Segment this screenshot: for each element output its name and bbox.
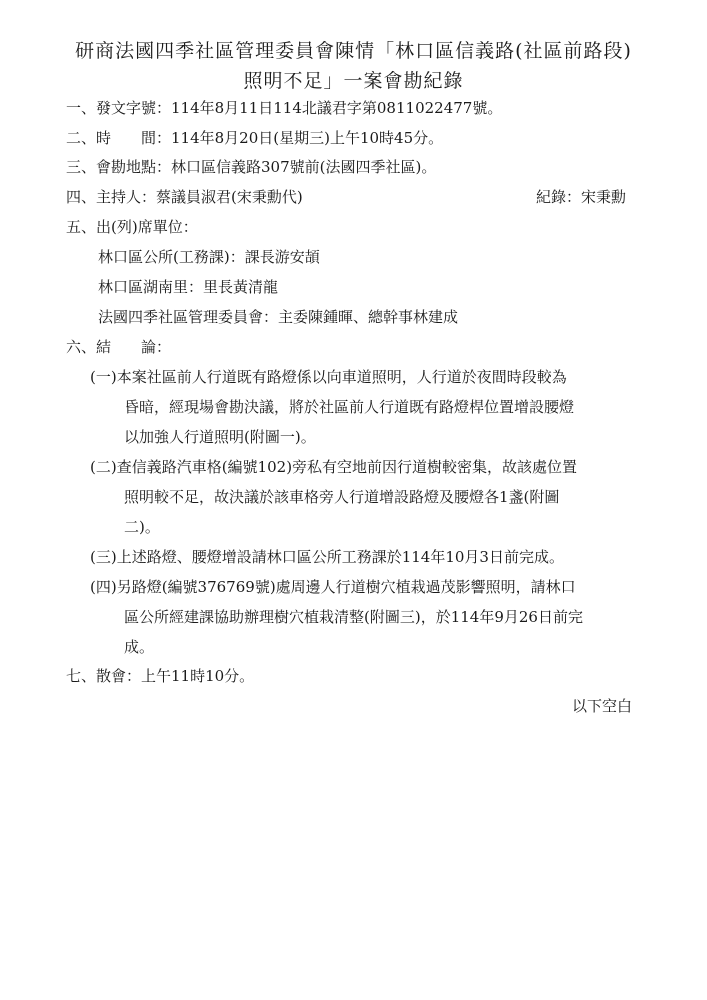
attendee-item: 林口區公所(工務課)：課長游安頡 xyxy=(98,248,320,266)
blank-note: 以下空白 xyxy=(572,697,633,715)
conclusion-1-line: 以加強人行道照明(附圖一)。 xyxy=(124,428,316,446)
conclusion-2-line: (二)查信義路汽車格(編號102)旁私有空地前因行道樹較密集，故該處位置 xyxy=(90,458,578,476)
document-title-line-1: 研商法國四季社區管理委員會陳情「林口區信義路(社區前路段) xyxy=(75,40,632,62)
conclusion-4-line: 區公所經建課協助辦理樹穴植栽清整(附圖三)，於114年9月26日前完 xyxy=(124,608,583,626)
attendees-heading: 五、出(列)席單位： xyxy=(66,218,198,236)
conclusion-3-line: (三)上述路燈、腰燈增設請林口區公所工務課於114年10月3日前完成。 xyxy=(90,548,564,566)
host: 四、主持人：蔡議員淑君(宋秉勳代) xyxy=(66,188,303,206)
recorder: 紀錄：宋秉勳 xyxy=(536,188,627,206)
conclusion-1-line: (一)本案社區前人行道既有路燈係以向車道照明，人行道於夜間時段較為 xyxy=(90,368,567,386)
document-number: 一、發文字號：114年8月11日114北議君字第0811022477號。 xyxy=(66,99,503,117)
attendee-item: 林口區湖南里：里長黃清龍 xyxy=(98,278,279,296)
adjournment: 七、散會：上午11時10分。 xyxy=(66,667,255,685)
meeting-time: 二、時 間：114年8月20日(星期三)上午10時45分。 xyxy=(66,129,444,147)
conclusion-4-line: 成。 xyxy=(124,638,155,656)
conclusion-heading: 六、結 論： xyxy=(66,338,172,356)
conclusion-2-line: 照明較不足，故決議於該車格旁人行道增設路燈及腰燈各1盞(附圖 xyxy=(124,488,560,506)
meeting-location: 三、會勘地點：林口區信義路307號前(法國四季社區)。 xyxy=(66,158,437,176)
conclusion-2-line: 二)。 xyxy=(124,518,160,536)
conclusion-4-line: (四)另路燈(編號376769號)處周邊人行道樹穴植栽過茂影響照明，請林口 xyxy=(90,578,576,596)
attendee-item: 法國四季社區管理委員會：主委陳鍾暉、總幹事林建成 xyxy=(98,308,459,326)
conclusion-1-line: 昏暗，經現場會勘決議，將於社區前人行道既有路燈桿位置增設腰燈 xyxy=(124,398,575,416)
document-title-line-2: 照明不足」一案會勘紀錄 xyxy=(243,70,464,92)
